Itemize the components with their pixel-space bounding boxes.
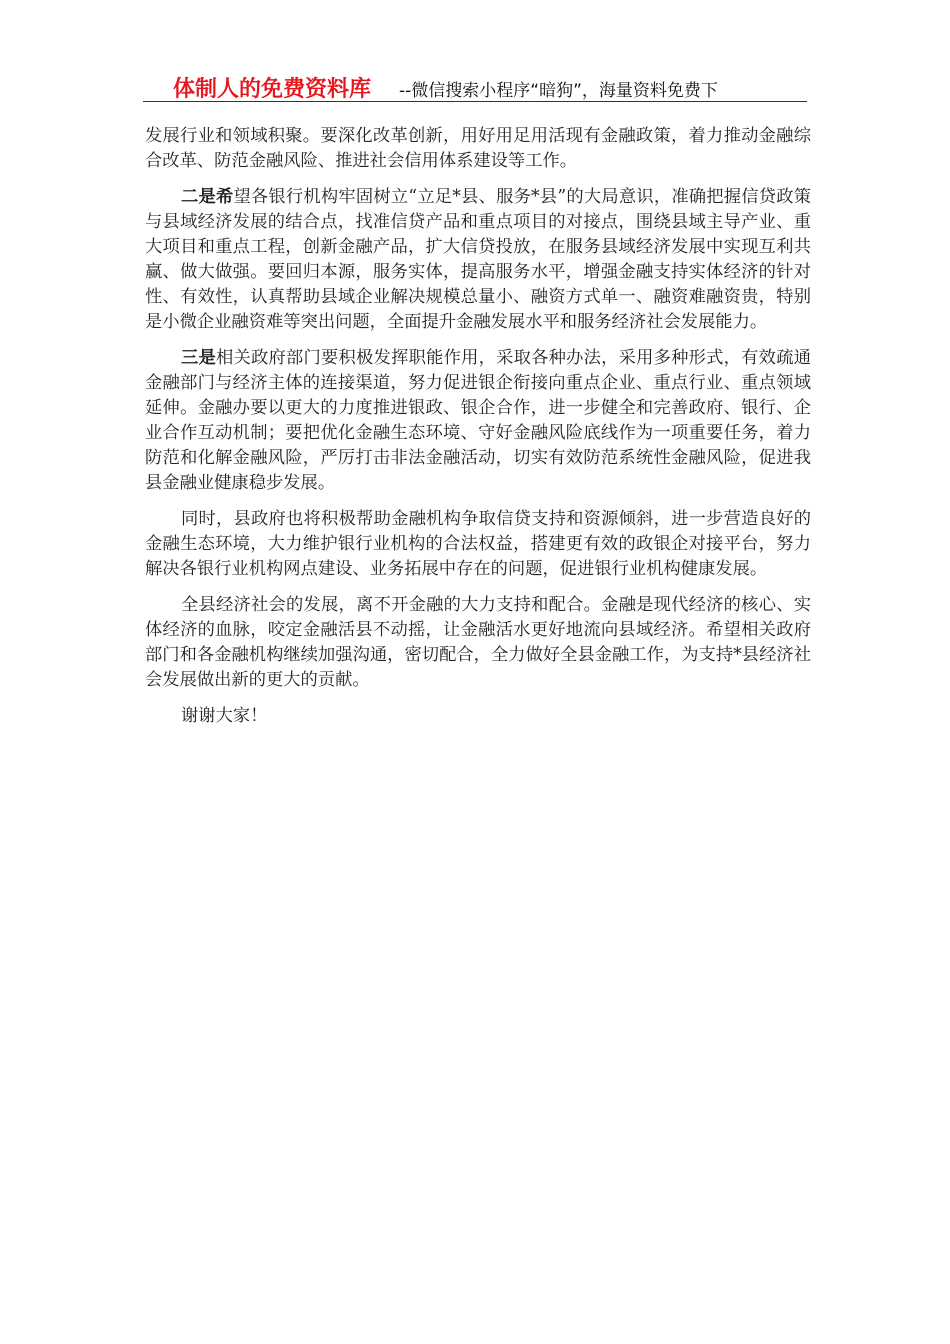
paragraph-2 (145, 185, 811, 335)
paragraph-4-text: 同时，县政府也将积极帮助金融机构争取信贷支持和资源倾斜，进一步营造良好的金融生态环境，大力维护银行业机构的合法权益，搭建更有效的政银企对接平台，努力解决各银行业机构网点建设、业务拓展中存在的问题，促进银行业机构健康发展。 (145, 509, 811, 579)
paragraph-3 (145, 346, 811, 496)
paragraph-5-text: 全县经济社会的发展，离不开金融的大力支持和配合。金融是现代经济的核心、实体经济的血脉，咬定金融活县不动摇，让金融活水更好地流向县域经济。希望相关政府部门和各金融机构继续加强沟通，密切配合，全力做好全县金融工作，为支持*县经济社会发展做出新的更大的贡献。 (145, 595, 811, 690)
paragraph-1 (145, 124, 811, 174)
header-divider (143, 101, 807, 102)
header-brand-title: 体制人的免费资料库 (173, 77, 372, 102)
document-body (145, 124, 811, 740)
paragraph-3-lead: 三是 (181, 348, 217, 368)
closing-thanks (145, 704, 811, 729)
closing-thanks-text: 谢谢大家！ (181, 706, 268, 726)
paragraph-1-text: 发展行业和领域积聚。要深化改革创新，用好用足用活现有金融政策，着力推动金融综合改革、防范金融风险、推进社会信用体系建设等工作。 (145, 126, 811, 171)
page-header (143, 72, 807, 102)
paragraph-4 (145, 507, 811, 582)
header-subtitle: --微信搜索小程序“暗狗”，海量资料免费下 (399, 81, 718, 101)
paragraph-2-text: 望各银行机构牢固树立“立足*县、服务*县”的大局意识，准确把握信贷政策与县域经济发展的结合点，找准信贷产品和重点项目的对接点，围绕县域主导产业、重大项目和重点工程，创新金融产品，扩大信贷投放，在服务县域经济发展中实现互利共赢、做大做强。要回归本源，服务实体，提高服务水平，增强金融支持实体经济的针对性、有效性，认真帮助县域企业解决规模总量小、融资方式单一、融资难融资贵，特别是小微企业融资难等突出问题，全面提升金融发展水平和服务经济社会发展能力。 (145, 187, 811, 332)
paragraph-2-lead: 二是希 (181, 187, 234, 207)
paragraph-5 (145, 593, 811, 693)
paragraph-3-text: 相关政府部门要积极发挥职能作用，采取各种办法，采用多种形式，有效疏通金融部门与经济主体的连接渠道，努力促进银企衔接向重点企业、重点行业、重点领域延伸。金融办要以更大的力度推进银政、银企合作，进一步健全和完善政府、银行、企业合作互动机制；要把优化金融生态环境、守好金融风险底线作为一项重要任务，着力防范和化解金融风险，严厉打击非法金融活动，切实有效防范系统性金融风险，促进我县金融业健康稳步发展。 (145, 348, 811, 493)
